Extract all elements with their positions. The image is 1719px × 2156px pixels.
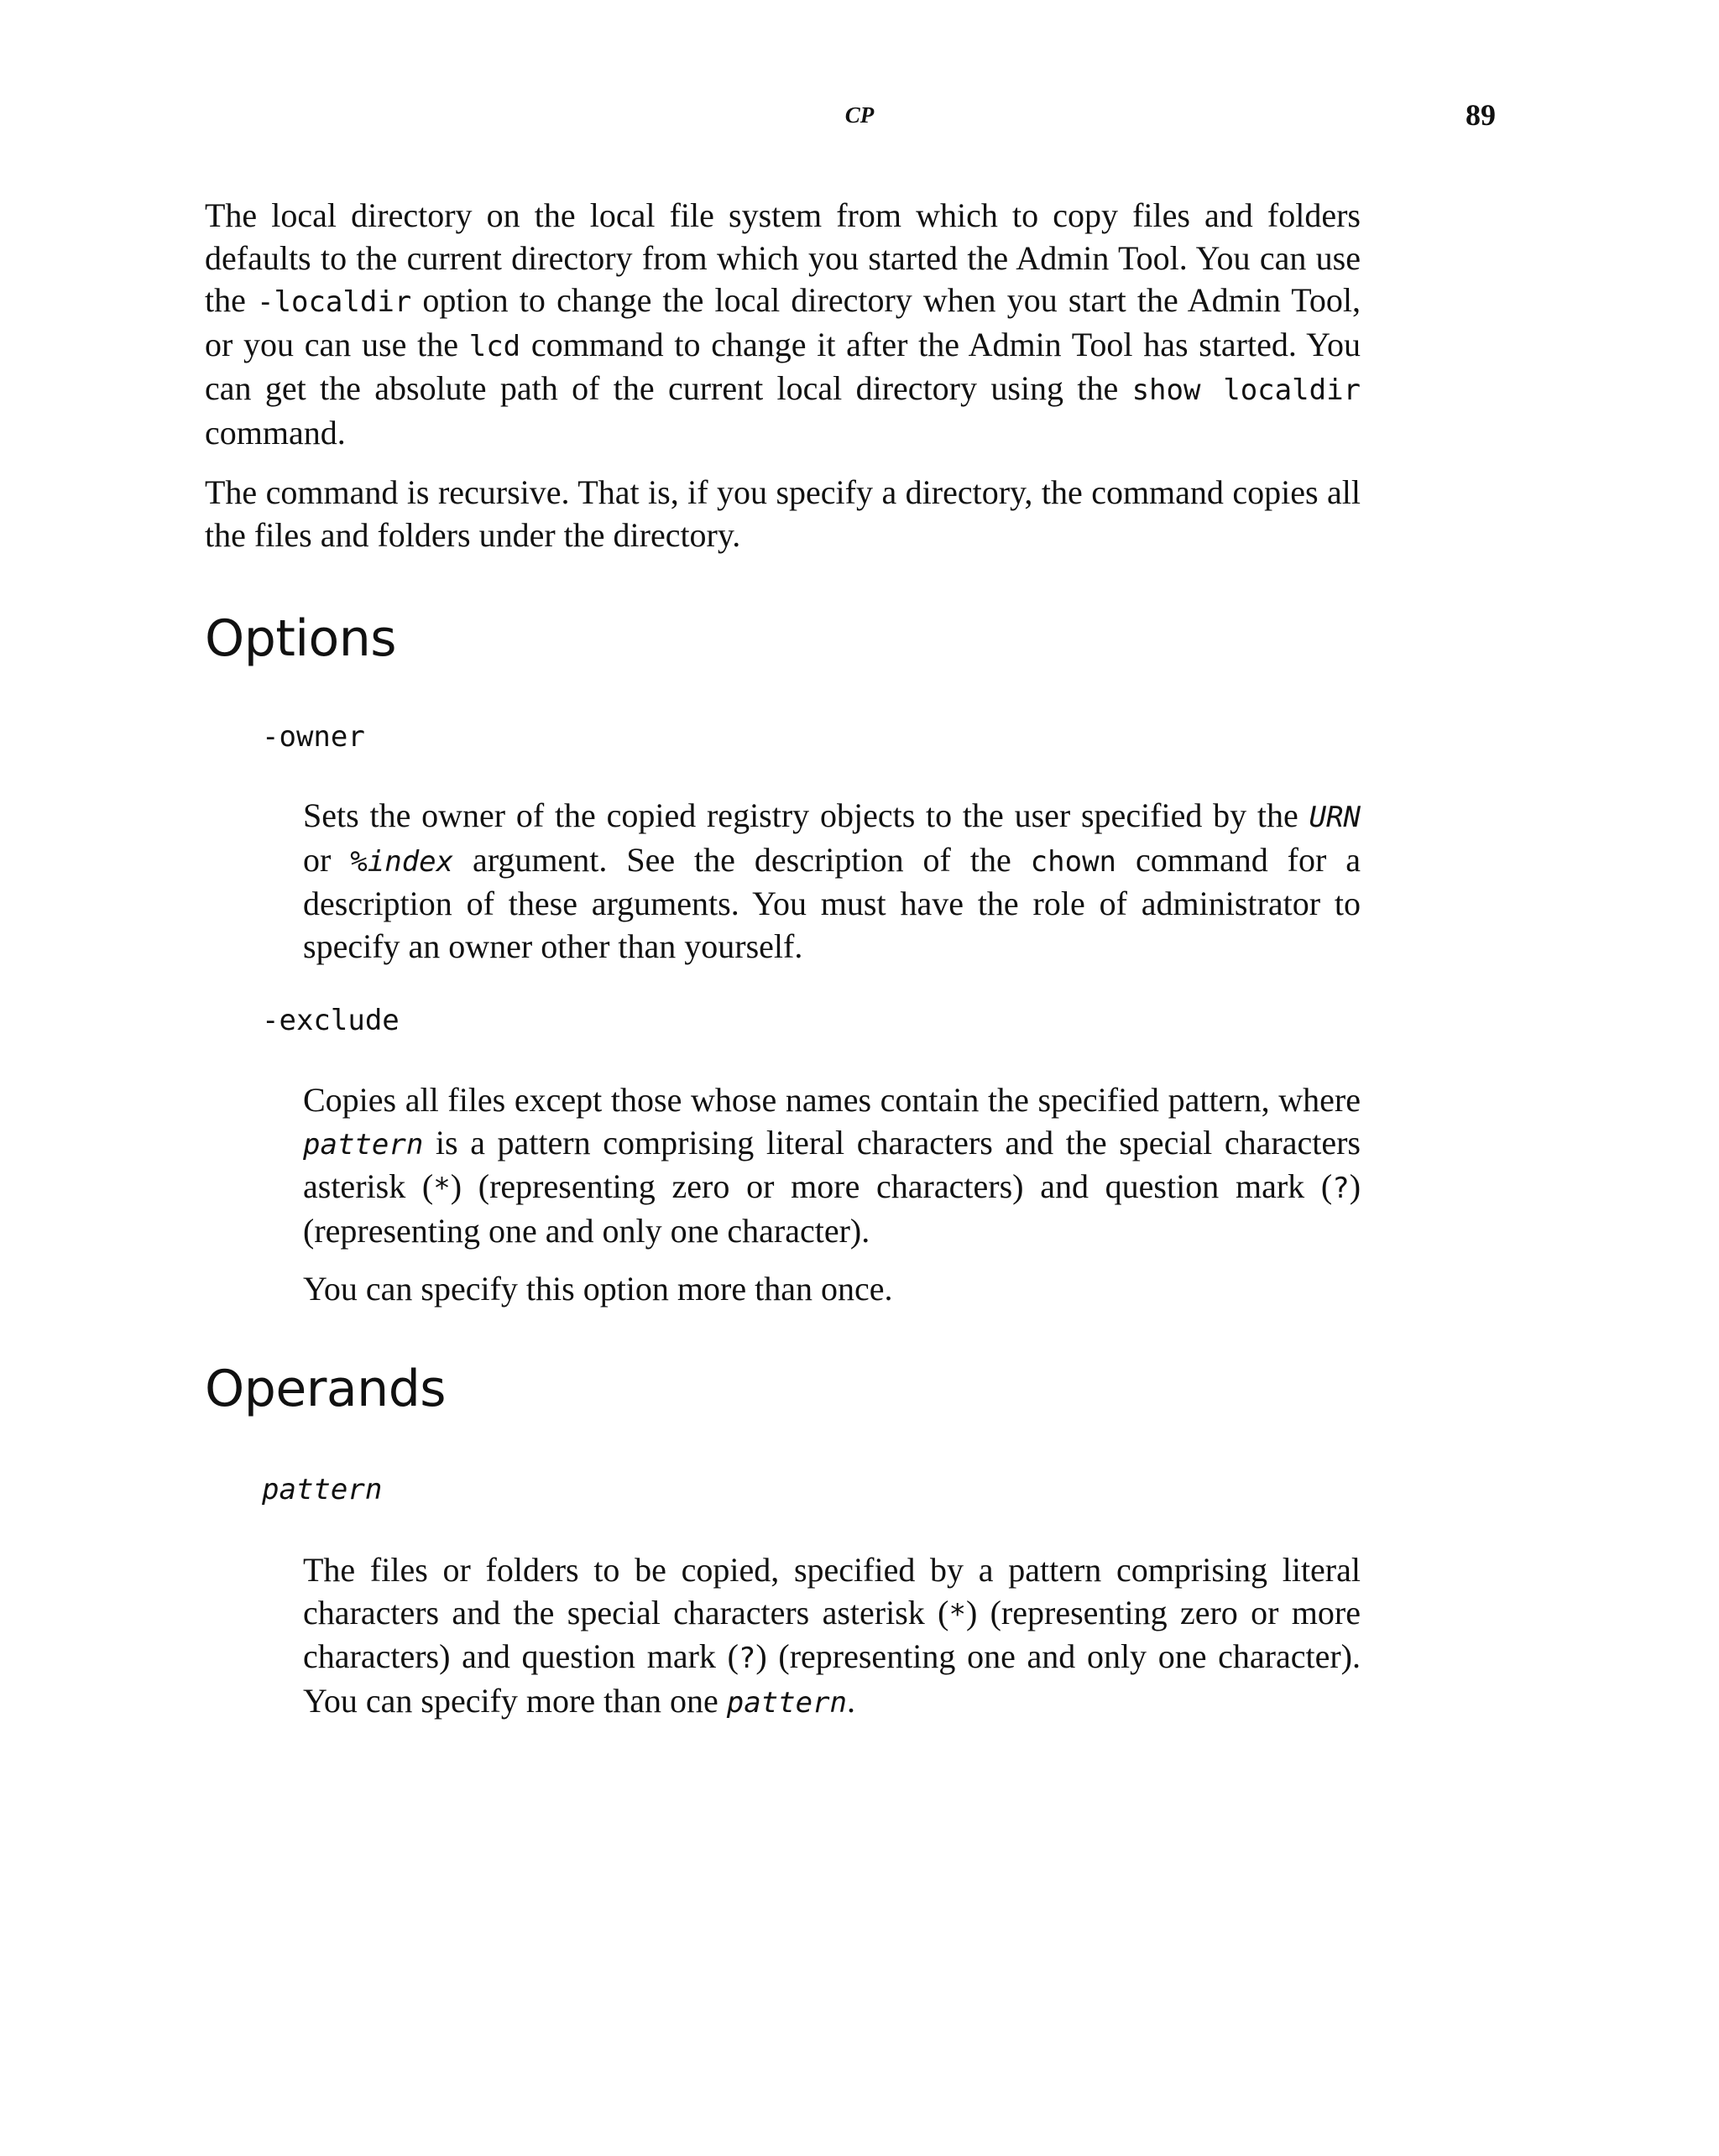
- text-run: ) (representing zero or more characters) and question mark (: [303, 1593, 1361, 1675]
- text-run: ) (representing zero or more characters) and question mark (: [450, 1167, 1333, 1205]
- code-lcd-command: lcd: [468, 329, 521, 363]
- operands-heading: Operands: [205, 1360, 447, 1418]
- code-urn: URN: [1309, 801, 1361, 834]
- code-question-mark: ?: [1332, 1172, 1350, 1205]
- text-run: .: [847, 1681, 856, 1720]
- option-term-exclude: -exclude: [262, 1004, 400, 1037]
- code-index: %index: [350, 844, 454, 879]
- code-asterisk: *: [433, 1172, 451, 1205]
- text-run: ) (representing one and only one character). You can specify more than one: [303, 1637, 1361, 1720]
- code-pattern: pattern: [303, 1127, 424, 1162]
- code-chown: chown: [1030, 844, 1117, 879]
- text-run: command.: [205, 413, 346, 452]
- intro-paragraph-2: The command is recursive. That is, if you specify a directory, the command copies all the files and folders under the directory.: [205, 473, 1361, 554]
- operand-term-pattern: pattern: [262, 1473, 383, 1506]
- option-term-owner: -owner: [262, 720, 365, 754]
- text-run: The local directory on the local file system from which to copy files and folders defaults to the current directory from which you started the Admin Tool. You can use the: [205, 196, 1361, 319]
- code-question-mark: ?: [738, 1642, 756, 1675]
- text-run: command to change it after the Admin Tool has started. You can get the absolute path of the current local directory using the: [205, 325, 1361, 407]
- code-show-localdir: show localdir: [1131, 373, 1361, 407]
- option-desc-exclude-note: You can specify this option more than once.: [303, 1270, 893, 1308]
- code-pattern: pattern: [726, 1685, 848, 1720]
- text-run: or: [303, 840, 351, 879]
- text-run: The files or folders to be copied, specified by a pattern comprising literal characters and the special characters asterisk (: [303, 1551, 1361, 1631]
- text-run: ) (representing one and only one character).: [303, 1167, 1361, 1250]
- page-number: 89: [1466, 98, 1496, 132]
- option-desc-owner: [303, 795, 1361, 968]
- text-run: Sets the owner of the copied registry objects to the user specified by the: [303, 796, 1309, 834]
- operand-desc-pattern: [303, 1549, 1361, 1724]
- running-header: CP: [844, 102, 875, 128]
- code-localdir-option: -localdir: [257, 285, 412, 319]
- text-run: is a pattern comprising literal characters and the special characters asterisk (: [303, 1123, 1361, 1205]
- text-run: argument. See the description of the: [453, 840, 1031, 879]
- text-run: Copies all files except those whose names contain the specified pattern, where: [303, 1081, 1361, 1119]
- options-heading: Options: [205, 609, 397, 668]
- option-desc-exclude: [303, 1079, 1361, 1252]
- intro-paragraph-1: [205, 195, 1361, 454]
- code-asterisk: *: [948, 1597, 966, 1631]
- text-run: command for a description of these arguments. You must have the role of administrator to specify an owner other than yourself.: [303, 840, 1361, 965]
- text-run: option to change the local directory when you start the Admin Tool, or you can use the: [205, 281, 1361, 363]
